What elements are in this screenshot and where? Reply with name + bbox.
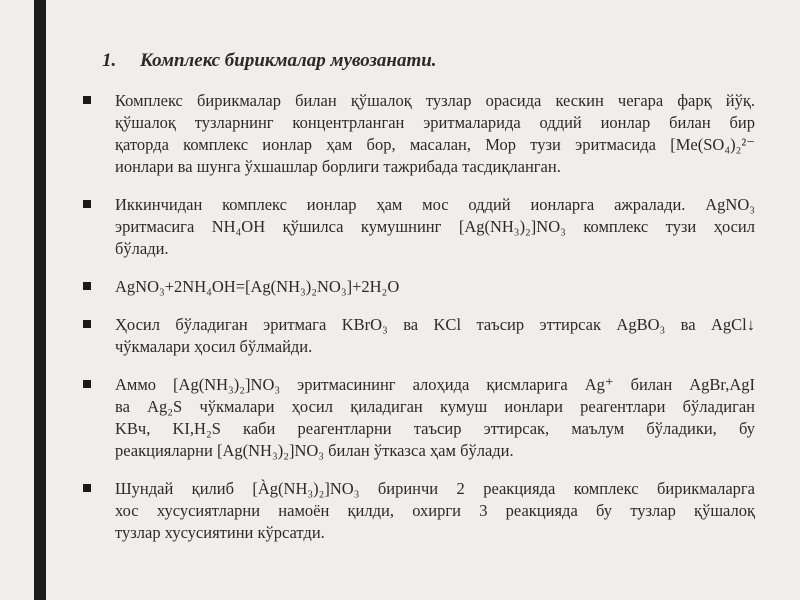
bullet-square-icon <box>83 282 91 290</box>
paragraph-line: бўлади. <box>115 239 169 258</box>
bullet-square-icon <box>83 380 91 388</box>
list-item <box>83 194 755 260</box>
title-number: 1. <box>102 50 117 71</box>
bullet-square-icon <box>83 320 91 328</box>
paragraph-line: қаторда комплекс ионлар ҳам бор, масалан, Мор тузи эритмасида [Me(SO₄)₂²⁻ <box>115 135 755 154</box>
bullet-square-icon <box>83 96 91 104</box>
slide-title <box>102 50 437 72</box>
paragraph-line: қўшалоқ тузларнинг концентрланган эритмаларида оддий ионлар билан бир <box>115 113 755 132</box>
paragraph-line: Ҳосил бўладиган эритмага KBrO₃ ва KCl таъсир эттирсак AgBO₃ ва AgCl↓ <box>115 315 755 334</box>
bullet-square-icon <box>83 200 91 208</box>
paragraph-line: Иккинчидан комплекс ионлар ҳам мос оддий ионларга ажралади. AgNO₃ <box>115 195 755 214</box>
list-item <box>83 314 755 358</box>
title-text: Комплекс бирикмалар мувозанати. <box>140 50 437 71</box>
equation-line: AgNO₃+2NH₄OH=[Ag(NH₃)₂NO₃]+2H₂O <box>115 277 400 296</box>
bullet-list <box>83 90 755 544</box>
list-item <box>83 276 755 298</box>
paragraph-line: Шундай қилиб [Àg(NH₃)₂]NO₃ биринчи 2 реакцияда комплекс бирикмаларга <box>115 479 755 498</box>
paragraph-line: чўкмалари ҳосил бўлмайди. <box>115 337 313 356</box>
paragraph-line: Комплекс бирикмалар билан қўшалоқ тузлар орасида кескин чегара фарқ йўқ. <box>115 91 755 110</box>
list-item <box>83 478 755 544</box>
paragraph-line: ва Ag₂S чўкмалари ҳосил қиладиган кумуш ионлари реагентлари бўладиган <box>115 397 755 416</box>
paragraph-line: ионлари ва шунга ўхшашлар борлиги тажрибада тасдиқланган. <box>115 157 561 176</box>
paragraph-line: тузлар хусусиятини кўрсатди. <box>115 523 325 542</box>
list-item <box>83 90 755 178</box>
list-item <box>83 374 755 462</box>
paragraph-line: хос хусусиятларни намоён қилди, охирги 3 реакцияда бу тузлар қўшалоқ <box>115 501 755 520</box>
bullet-square-icon <box>83 484 91 492</box>
paragraph-line: Аммо [Ag(NH₃)₂]NO₃ эритмасининг алоҳида қисмларига Ag⁺ билан AgBr,AgI <box>115 375 755 394</box>
paragraph-line: реакцияларни [Ag(NH₃)₂]NO₃ билан ўтказса ҳам бўлади. <box>115 441 514 460</box>
paragraph-line: эритмасига NH₄OH қўшилса кумушнинг [Ag(NH₃)₂]NO₃ комплекс тузи ҳосил <box>115 217 755 236</box>
paragraph-line: KBч, KI,H₂S каби реагентларни таъсир эттирсак, маълум бўладики, бу <box>115 419 755 438</box>
left-accent-bar <box>34 0 46 600</box>
